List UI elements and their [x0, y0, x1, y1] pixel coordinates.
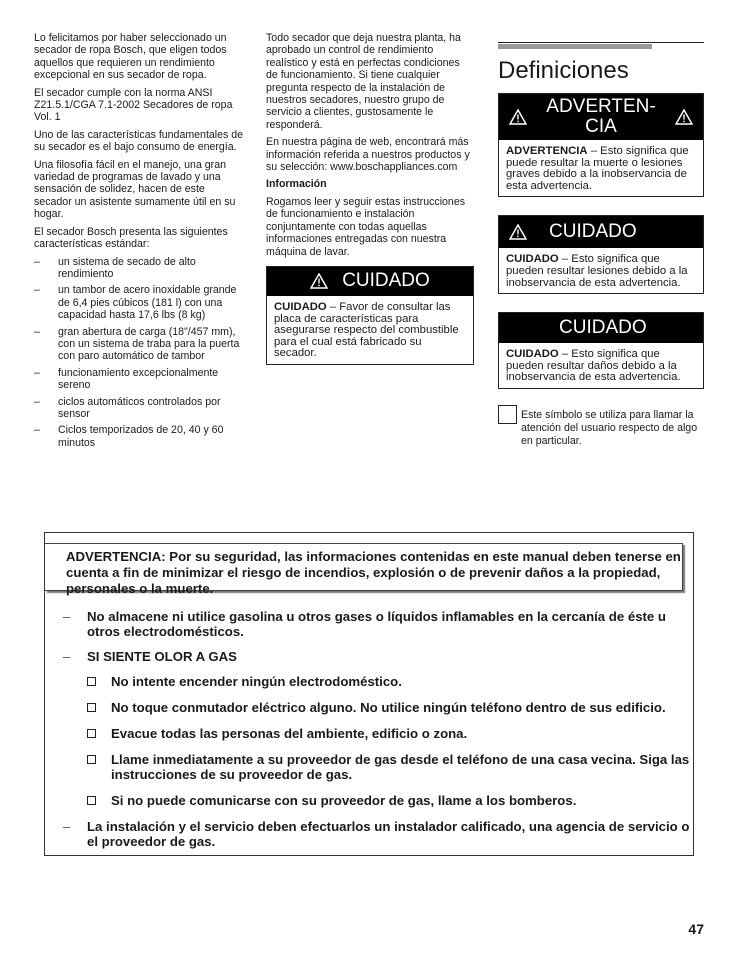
cuidado-body: [499, 248, 703, 293]
page-number: 47: [688, 921, 704, 937]
cuidado-bar: [499, 313, 703, 343]
advertencia-title: ADVERTEN-CIA: [546, 96, 656, 137]
intro-paragraph-5: El secador Bosch presenta las siguientes características estándar:: [34, 225, 228, 251]
feature-text: ciclos automáticos controlados por sensor: [58, 395, 221, 420]
gas-instruction-text: No toque conmutador eléctrico alguno. No utilice ningún teléfono dentro de sus edificio.: [111, 700, 666, 715]
attention-symbol-icon: [498, 405, 517, 424]
warning-triangle-icon: [675, 109, 693, 125]
cuidado-body: [267, 296, 473, 364]
feature-text: un sistema de secado de alto rendimiento: [58, 255, 196, 280]
gas-instruction-text: Llame inmediatamente a su proveedor de gas desde el teléfono de una casa vecina. Siga las instrucciones de su proveedor de gas.: [111, 752, 690, 782]
feature-text: gran abertura de carga (18"/457 mm), con un sistema de traba para la puerta con paro automático de tambor: [58, 325, 240, 363]
advertencia-term: ADVERTENCIA: [506, 145, 588, 157]
cuidado-title: CUIDADO: [342, 270, 430, 292]
advertencia-body: [499, 140, 703, 196]
warning-triangle-icon: [310, 273, 328, 289]
warning-item-text: No almacene ni utilice gasolina u otros gases o líquidos inflamables en la cercanía de éste u otros electrodomésticos.: [87, 609, 666, 639]
list-dash: –: [34, 255, 40, 268]
intro-paragraph-2: El secador cumple con la norma ANSI Z21.5.1/CGA 7.1-2002 Secadores de ropa Vol. 1: [34, 86, 233, 124]
gas-instruction-text: No intente encender ningún electrodoméstico.: [111, 674, 402, 689]
feature-item: [34, 284, 244, 321]
heading-rule: [498, 42, 704, 47]
cuidado-injury-box: [498, 215, 704, 294]
definitions-heading: Definiciones: [498, 57, 629, 84]
intro-column: [34, 32, 244, 453]
advertencia-bar: [499, 94, 703, 140]
service-paragraph: Todo secador que deja nuestra planta, ha aprobado un control de rendimiento realístico y está en perfectas condiciones de funcionamiento. Si tiene cualquier pregunta respecto de la instalación de nuestros secadores, nuestro grupo de servicio a clientes, gustosamente le responderá.: [266, 32, 461, 131]
warning-item: [61, 649, 691, 664]
service-column: [266, 32, 474, 365]
symbol-note: [498, 405, 704, 448]
gas-instruction-text: Evacue todas las personas del ambiente, edificio o zona.: [111, 726, 468, 741]
warning-item: [61, 819, 691, 849]
cuidado-term: CUIDADO: [506, 253, 559, 266]
cuidado-bar: [267, 267, 473, 296]
cuidado-damage-box: [498, 312, 704, 389]
checkbox-bullet-icon: [87, 796, 96, 805]
gas-smell-heading: SI SIENTE OLOR A GAS: [87, 649, 237, 664]
intro-paragraph-1: Lo felicitamos por haber seleccionado un secador de ropa Bosch, que eligen todos aquellos que requieren un rendimiento excepcional en sus secador de ropa.: [34, 32, 227, 82]
checkbox-bullet-icon: [87, 729, 96, 738]
warning-triangle-icon: [509, 109, 527, 125]
warning-item-text: La instalación y el servicio deben efectuarlos un instalador calificado, una agencia de servicio o el proveedor de gas.: [87, 819, 690, 849]
list-dash: –: [63, 609, 71, 624]
info-paragraph: Rogamos leer y seguir estas instrucciones de funcionamiento e instalación conjuntamente con todas aquellas informaciones entregadas con nuestra máquina de lavar.: [266, 195, 466, 258]
list-dash: –: [63, 819, 71, 834]
feature-item: [34, 256, 244, 281]
safety-warning-header: ADVERTENCIA: Por su seguridad, las informaciones contenidas en este manual deben tenerse en cuenta a fin de minimizar el riesgo de incendios, explosión o de prevenir daños a la propiedad, personales o la muerte.: [45, 543, 683, 591]
warning-triangle-icon: [509, 224, 527, 240]
gas-instruction: [61, 726, 691, 741]
feature-item: [34, 367, 244, 392]
checkbox-bullet-icon: [87, 755, 96, 764]
cuidado-text: – Esto significa que pueden resultar lesiones debido a la inobservancia de esta advertencia.: [506, 253, 688, 289]
list-dash: –: [34, 325, 40, 338]
cuidado-title: CUIDADO: [559, 317, 647, 339]
cuidado-title: CUIDADO: [549, 221, 637, 243]
definitions-column: [498, 42, 704, 448]
feature-item: [34, 326, 244, 363]
safety-warning-list: [61, 609, 691, 859]
gas-instruction: [61, 752, 691, 782]
info-heading: Información: [266, 178, 327, 191]
advertencia-box: [498, 93, 704, 197]
cuidado-fuel-box: [266, 266, 474, 365]
cuidado-text: – Esto significa que pueden resultar daños debido a la inobservancia de esta advertencia.: [506, 348, 681, 384]
feature-text: un tambor de acero inoxidable grande de 6,4 pies cúbicos (181 l) con una capacidad hasta 17,6 lbs (8 kg): [58, 284, 237, 322]
intro-paragraph-4: Una filosofía fácil en el manejo, una gran variedad de programas de lavado y una sensación de solidez, hacen de este secador un asistente sumamente útil en su hogar.: [34, 158, 236, 221]
intro-paragraph-3: Uno de las características fundamentales de su secador es el bajo consumo de energía.: [34, 128, 244, 154]
gas-instruction: [61, 674, 691, 689]
list-dash: –: [34, 284, 40, 297]
cuidado-term: CUIDADO: [274, 300, 327, 313]
gas-instruction-text: Si no puede comunicarse con su proveedor de gas, llame a los bomberos.: [111, 793, 577, 808]
gas-instruction: [61, 793, 691, 808]
cuidado-term: CUIDADO: [506, 348, 559, 361]
feature-item: [34, 396, 244, 421]
web-paragraph: En nuestra página de web, encontrará más información referida a nuestros productos y su selección: www.boschappliances.com: [266, 136, 470, 174]
cuidado-bar: [499, 216, 703, 248]
safety-warning-frame: [44, 532, 694, 856]
checkbox-bullet-icon: [87, 703, 96, 712]
list-dash: –: [63, 649, 71, 664]
features-list: [34, 256, 244, 450]
cuidado-text: – Favor de consultar las placa de características para asegurarse respecto del combustible para el cual está fabricado su secador.: [274, 300, 459, 360]
feature-text: Ciclos temporizados de 20, 40 y 60 minutos: [58, 424, 224, 449]
checkbox-bullet-icon: [87, 677, 96, 686]
feature-text: funcionamiento excepcionalmente sereno: [58, 366, 219, 392]
feature-item: [34, 424, 244, 449]
cuidado-body: [499, 343, 703, 388]
list-dash: –: [34, 395, 40, 408]
list-dash: –: [34, 424, 40, 437]
warning-item: [61, 609, 691, 639]
heading-rule-accent: [498, 44, 652, 49]
advertencia-text: – Esto significa que puede resultar la muerte o lesiones graves debido a la inobservancia de esta advertencia.: [506, 145, 689, 192]
gas-instruction: [61, 700, 691, 715]
list-dash: –: [34, 366, 40, 379]
symbol-description: Este símbolo se utiliza para llamar la atención del usuario respecto de algo en particular.: [521, 408, 698, 447]
